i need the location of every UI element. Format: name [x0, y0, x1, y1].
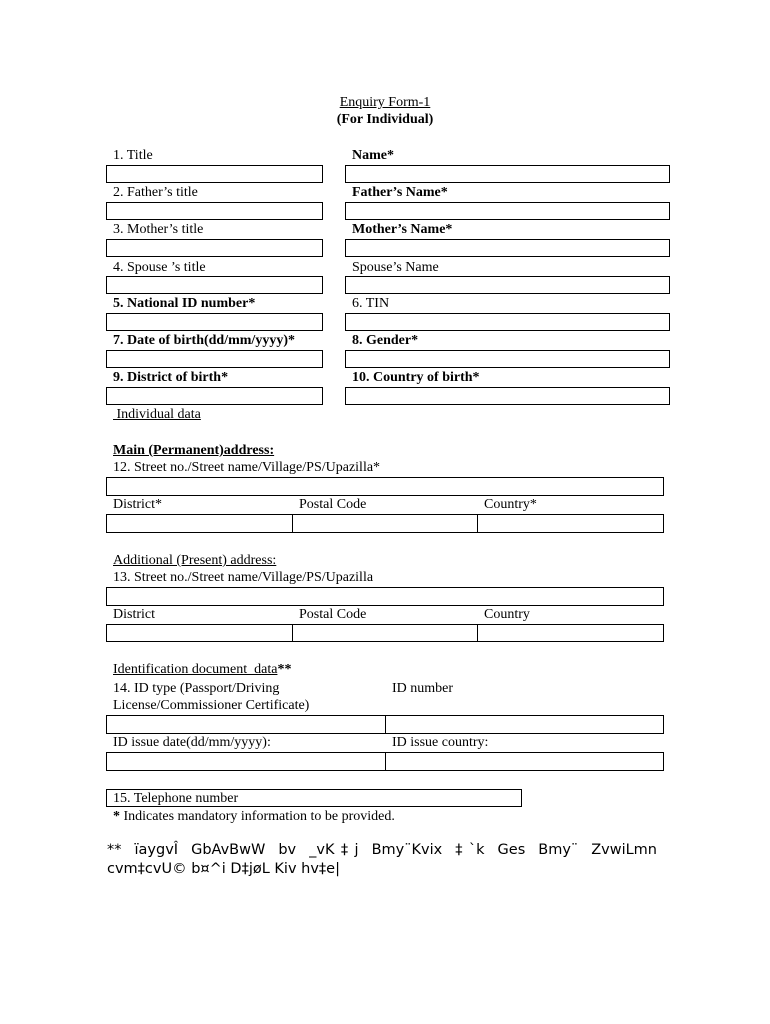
tin-field[interactable] — [345, 313, 670, 331]
bangla-note-line1: ** ïaygvÎ GbAvBwW bv _vK‡j Bmy¨Kvix ‡`k Ges Bmy¨ ZvwiLmn — [107, 842, 657, 858]
title-label: 1. Title — [113, 148, 153, 163]
mandatory-note-text: Indicates mandatory information to be provided. — [120, 809, 395, 824]
father-title-field[interactable] — [106, 202, 323, 220]
id-type-field[interactable] — [106, 715, 386, 734]
identification-heading — [113, 662, 291, 678]
present-district-field[interactable] — [106, 624, 293, 642]
nid-field[interactable] — [106, 313, 323, 331]
id-number-label: ID number — [392, 681, 454, 696]
present-address-heading: Additional (Present) address: — [113, 553, 277, 568]
present-street-label: 13. Street no./Street name/Village/PS/Upazilla — [113, 570, 374, 585]
permanent-district-field[interactable] — [106, 514, 293, 533]
gender-field[interactable] — [345, 350, 670, 368]
country-birth-label: 10. Country of birth* — [352, 370, 480, 385]
nid-label: 5. National ID number* — [113, 296, 256, 311]
present-street-field[interactable] — [106, 587, 664, 606]
district-birth-label: 9. District of birth* — [113, 370, 229, 385]
id-type-label-line2: License/Commissioner Certificate) — [113, 698, 310, 713]
district-birth-field[interactable] — [106, 387, 323, 405]
id-type-label-line1: 14. ID type (Passport/Driving — [113, 681, 280, 696]
dob-field[interactable] — [106, 350, 323, 368]
title-field[interactable] — [106, 165, 323, 183]
mandatory-note-star: * — [113, 809, 120, 824]
mother-name-field[interactable] — [345, 239, 670, 257]
present-postal-field[interactable] — [292, 624, 478, 642]
dob-label: 7. Date of birth(dd/mm/yyyy)* — [113, 333, 295, 348]
name-label: Name* — [352, 148, 394, 163]
mandatory-note — [113, 809, 395, 825]
present-country-label: Country — [484, 607, 530, 622]
permanent-street-label: 12. Street no./Street name/Village/PS/Upazilla* — [113, 460, 381, 475]
id-issue-country-label: ID issue country: — [392, 735, 489, 750]
gender-label: 8. Gender* — [352, 333, 419, 348]
country-birth-field[interactable] — [345, 387, 670, 405]
identification-heading-mark: ** — [277, 662, 292, 677]
id-issue-date-field[interactable] — [106, 752, 386, 771]
father-title-label: 2. Father’s title — [113, 185, 198, 200]
id-issue-date-label: ID issue date(dd/mm/yyyy): — [113, 735, 271, 750]
permanent-district-label: District* — [113, 497, 162, 512]
father-name-label: Father’s Name* — [352, 185, 448, 200]
identification-heading-text: Identification document data — [113, 662, 278, 677]
permanent-address-heading: Main (Permanent)address: — [113, 443, 275, 458]
permanent-country-label: Country* — [484, 497, 537, 512]
permanent-postal-field[interactable] — [292, 514, 478, 533]
present-country-field[interactable] — [477, 624, 664, 642]
mother-title-label: 3. Mother’s title — [113, 222, 204, 237]
spouse-name-field[interactable] — [345, 276, 670, 294]
mother-name-label: Mother’s Name* — [352, 222, 453, 237]
mother-title-field[interactable] — [106, 239, 323, 257]
permanent-street-field[interactable] — [106, 477, 664, 496]
spouse-name-label: Spouse’s Name — [352, 260, 439, 275]
father-name-field[interactable] — [345, 202, 670, 220]
form-subtitle: (For Individual) — [336, 112, 434, 127]
id-number-field[interactable] — [385, 715, 664, 734]
individual-data-heading: Individual data — [113, 407, 201, 422]
name-field[interactable] — [345, 165, 670, 183]
spouse-title-label: 4. Spouse ’s title — [113, 260, 206, 275]
permanent-postal-label: Postal Code — [299, 497, 367, 512]
telephone-label: 15. Telephone number — [113, 791, 239, 806]
tin-label: 6. TIN — [352, 296, 390, 311]
spouse-title-field[interactable] — [106, 276, 323, 294]
present-postal-label: Postal Code — [299, 607, 367, 622]
present-district-label: District — [113, 607, 155, 622]
id-issue-country-field[interactable] — [385, 752, 664, 771]
form-title: Enquiry Form-1 — [339, 95, 431, 110]
permanent-country-field[interactable] — [477, 514, 664, 533]
bangla-note-line2: cvm‡cvU© b¤^i D‡jøL Kiv hv‡e| — [107, 861, 340, 877]
